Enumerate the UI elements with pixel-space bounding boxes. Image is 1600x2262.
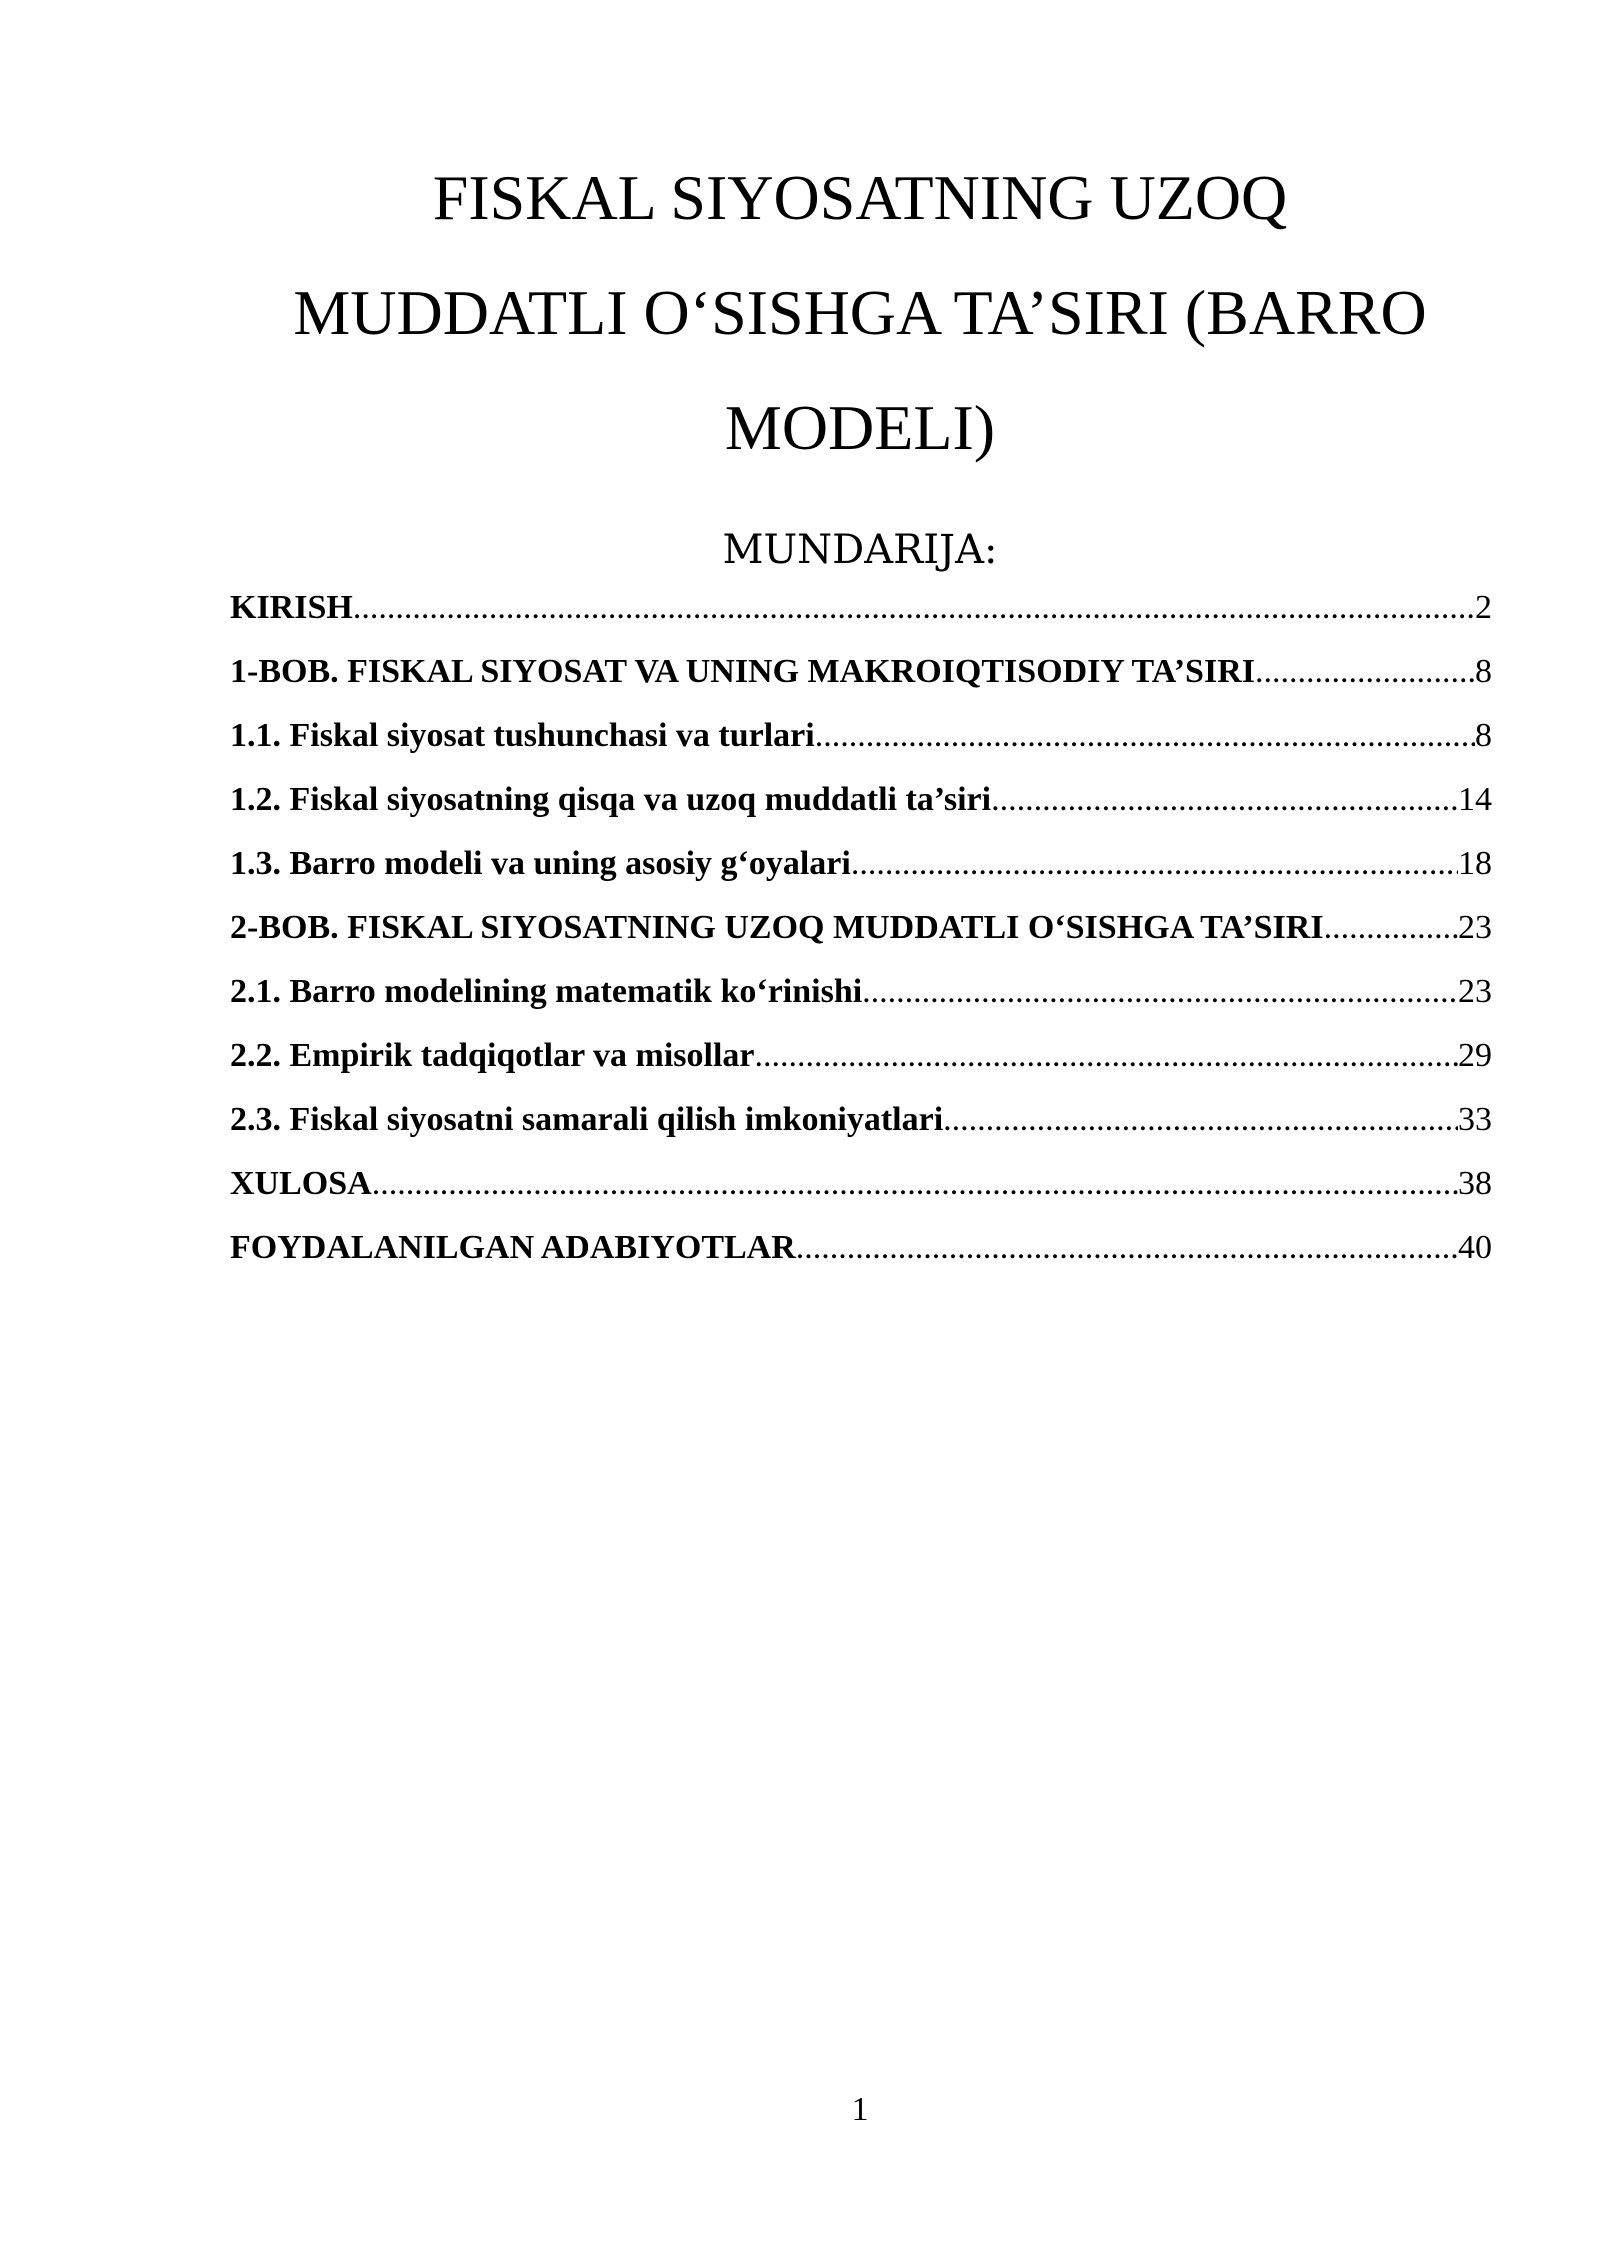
toc-entry-chapter-1 — [230, 644, 1492, 708]
toc-entry-page: 23 — [1458, 909, 1492, 946]
page-number: 1 — [851, 2091, 869, 2128]
toc-dot-leader — [796, 1220, 1458, 1276]
title-line-2: MUDDATLI O‘SISHGA TA’SIRI (BARRO — [293, 277, 1427, 348]
toc-entry-page: 38 — [1458, 1165, 1492, 1202]
toc-entry-page: 2 — [1475, 589, 1492, 626]
toc-entry-section-2-2 — [230, 1028, 1492, 1092]
toc-heading: MUNDARIJA: — [722, 527, 998, 573]
toc-entry-page: 8 — [1475, 653, 1492, 690]
toc-entry-label: XULOSA — [230, 1165, 372, 1202]
toc-dot-leader — [851, 836, 1458, 892]
toc-dot-leader — [372, 1156, 1458, 1212]
toc-entry-label: 1.3. Barro modeli va uning asosiy g‘oyalari — [230, 845, 851, 882]
toc-entry-chapter-2 — [230, 900, 1492, 964]
toc-entry-section-1-1 — [230, 708, 1492, 772]
toc-entry-page: 8 — [1475, 717, 1492, 754]
toc-entry-label: FOYDALANILGAN ADABIYOTLAR — [230, 1229, 796, 1266]
title-line-1: FISKAL SIYOSATNING UZOQ — [432, 162, 1288, 233]
toc-entry-kirish — [230, 580, 1492, 644]
toc-entry-label: 1.1. Fiskal siyosat tushunchasi va turlari — [230, 717, 815, 754]
toc-entry-label: 2.1. Barro modelining matematik ko‘rinishi — [230, 973, 863, 1010]
toc-dot-leader — [862, 964, 1458, 1020]
toc-entry-label: 2.2. Empirik tadqiqotlar va misollar — [230, 1037, 755, 1074]
document-title — [230, 140, 1490, 485]
toc-entry-label: KIRISH — [230, 589, 353, 626]
toc-entry-page: 40 — [1458, 1229, 1492, 1266]
toc-entry-section-1-2 — [230, 772, 1492, 836]
toc-entry-page: 18 — [1458, 845, 1492, 882]
toc-entry-label: 1.2. Fiskal siyosatning qisqa va uzoq muddatli ta’siri — [230, 781, 992, 818]
toc-entry-xulosa — [230, 1156, 1492, 1220]
toc-dot-leader — [991, 772, 1458, 828]
toc-entry-label: 1-BOB. FISKAL SIYOSAT VA UNING MAKROIQTISODIY TA’SIRI — [230, 653, 1255, 690]
toc-entry-references — [230, 1220, 1492, 1284]
toc-entry-page: 33 — [1458, 1101, 1492, 1138]
toc-entry-page: 23 — [1458, 973, 1492, 1010]
toc-dot-leader — [1255, 644, 1475, 700]
toc-dot-leader — [353, 580, 1475, 636]
toc-entry-section-2-1 — [230, 964, 1492, 1028]
toc-entry-page: 14 — [1458, 781, 1492, 818]
toc-entry-page: 29 — [1458, 1037, 1492, 1074]
toc-dot-leader — [943, 1092, 1458, 1148]
toc-dot-leader — [815, 708, 1475, 764]
toc-dot-leader — [755, 1028, 1458, 1084]
toc-entry-label: 2.3. Fiskal siyosatni samarali qilish imkoniyatlari — [230, 1101, 944, 1138]
toc-dot-leader — [1324, 900, 1458, 956]
toc-entry-label: 2-BOB. FISKAL SIYOSATNING UZOQ MUDDATLI O‘SISHGA TA’SIRI — [230, 909, 1324, 946]
title-line-3: MODELI) — [724, 392, 996, 463]
table-of-contents — [230, 580, 1492, 1284]
toc-entry-section-2-3 — [230, 1092, 1492, 1156]
toc-entry-section-1-3 — [230, 836, 1492, 900]
